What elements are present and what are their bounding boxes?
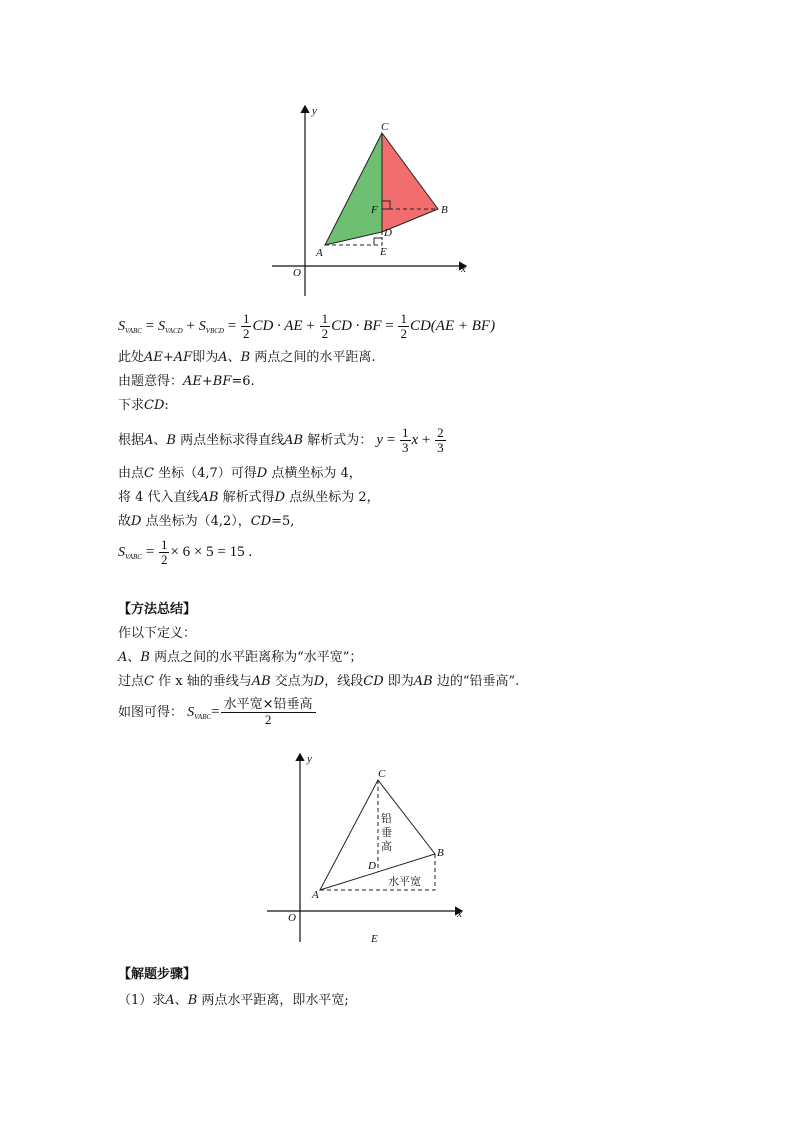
text-line-6: 将 4 代入直线AB 解析式得D 点纵坐标为 2， <box>118 490 380 505</box>
text-line-7: 故D 点坐标为（4,2），CD=5, <box>118 514 295 529</box>
label-f: F <box>371 204 378 216</box>
vertical-label-2: 垂 <box>381 826 392 839</box>
label-c: C <box>378 768 386 780</box>
label-x: x <box>461 263 466 275</box>
label-y: y <box>307 753 312 765</box>
vertical-label-1: 铅 <box>381 812 392 825</box>
label-d: D <box>368 860 376 872</box>
method-line-4: 如图可得： $S_{VABC}=$ $\frac{\text{水平宽×铅垂高}}{2}$ <box>118 698 317 727</box>
formula-area-result: $S_{VABC}$ = $\frac{1}{2}$ × 6 × 5 = 15 . <box>118 537 253 567</box>
label-b: B <box>441 204 448 216</box>
vertical-label-3: 高 <box>381 840 392 853</box>
label-e: E <box>380 246 387 258</box>
steps-heading: 【解题步骤】 <box>118 967 197 982</box>
label-x: x <box>457 908 462 920</box>
method-heading: 【方法总结】 <box>118 602 197 617</box>
label-a: A <box>316 247 323 259</box>
formula-area-split: $S_{VABC} = S_{VACD} + S_{VBCD}$ = $\frac{1}{2}$ CD · AE + $\frac{1}{2}$ CD · BF = $\frac{1}{2}$ CD(AE + BF) <box>118 311 496 341</box>
triangle-acd <box>325 133 382 245</box>
method-line-3: 过点C 作 x 轴的垂线与AB 交点为D，线段CD 即为AB 边的“铅垂高”. <box>118 674 520 689</box>
triangle-bcd <box>382 133 438 232</box>
label-o: O <box>288 912 296 924</box>
text-line-1: 此处AE+AF即为A、B 两点之间的水平距离. <box>118 350 376 365</box>
label-d: D <box>384 227 392 239</box>
step-1: （1）求A、B 两点水平距离，即水平宽; <box>118 993 349 1008</box>
method-line-2: A、B 两点之间的水平距离称为“水平宽”； <box>118 650 363 665</box>
label-c: C <box>381 121 389 133</box>
text-line-5: 由点C 坐标（4,7）可得D 点横坐标为 4， <box>118 466 362 481</box>
figure-2 <box>262 748 472 948</box>
label-b: B <box>437 847 444 859</box>
label-o: O <box>293 267 301 279</box>
label-a: A <box>312 889 319 901</box>
label-e: E <box>371 933 378 945</box>
text-line-4: 根据A、B 两点坐标求得直线AB 解析式为： y = $\frac{1}{3}$ x + $\frac{2}{3}$ <box>118 425 444 455</box>
method-line-1: 作以下定义： <box>118 626 197 641</box>
right-angle-e <box>374 238 382 245</box>
figure-1 <box>268 100 474 300</box>
text-line-3: 下求CD: <box>118 398 169 413</box>
label-y: y <box>312 105 317 117</box>
horizontal-width-label: 水平宽 <box>388 875 421 888</box>
text-line-2: 由题意得：AE+BF=6. <box>118 374 255 389</box>
